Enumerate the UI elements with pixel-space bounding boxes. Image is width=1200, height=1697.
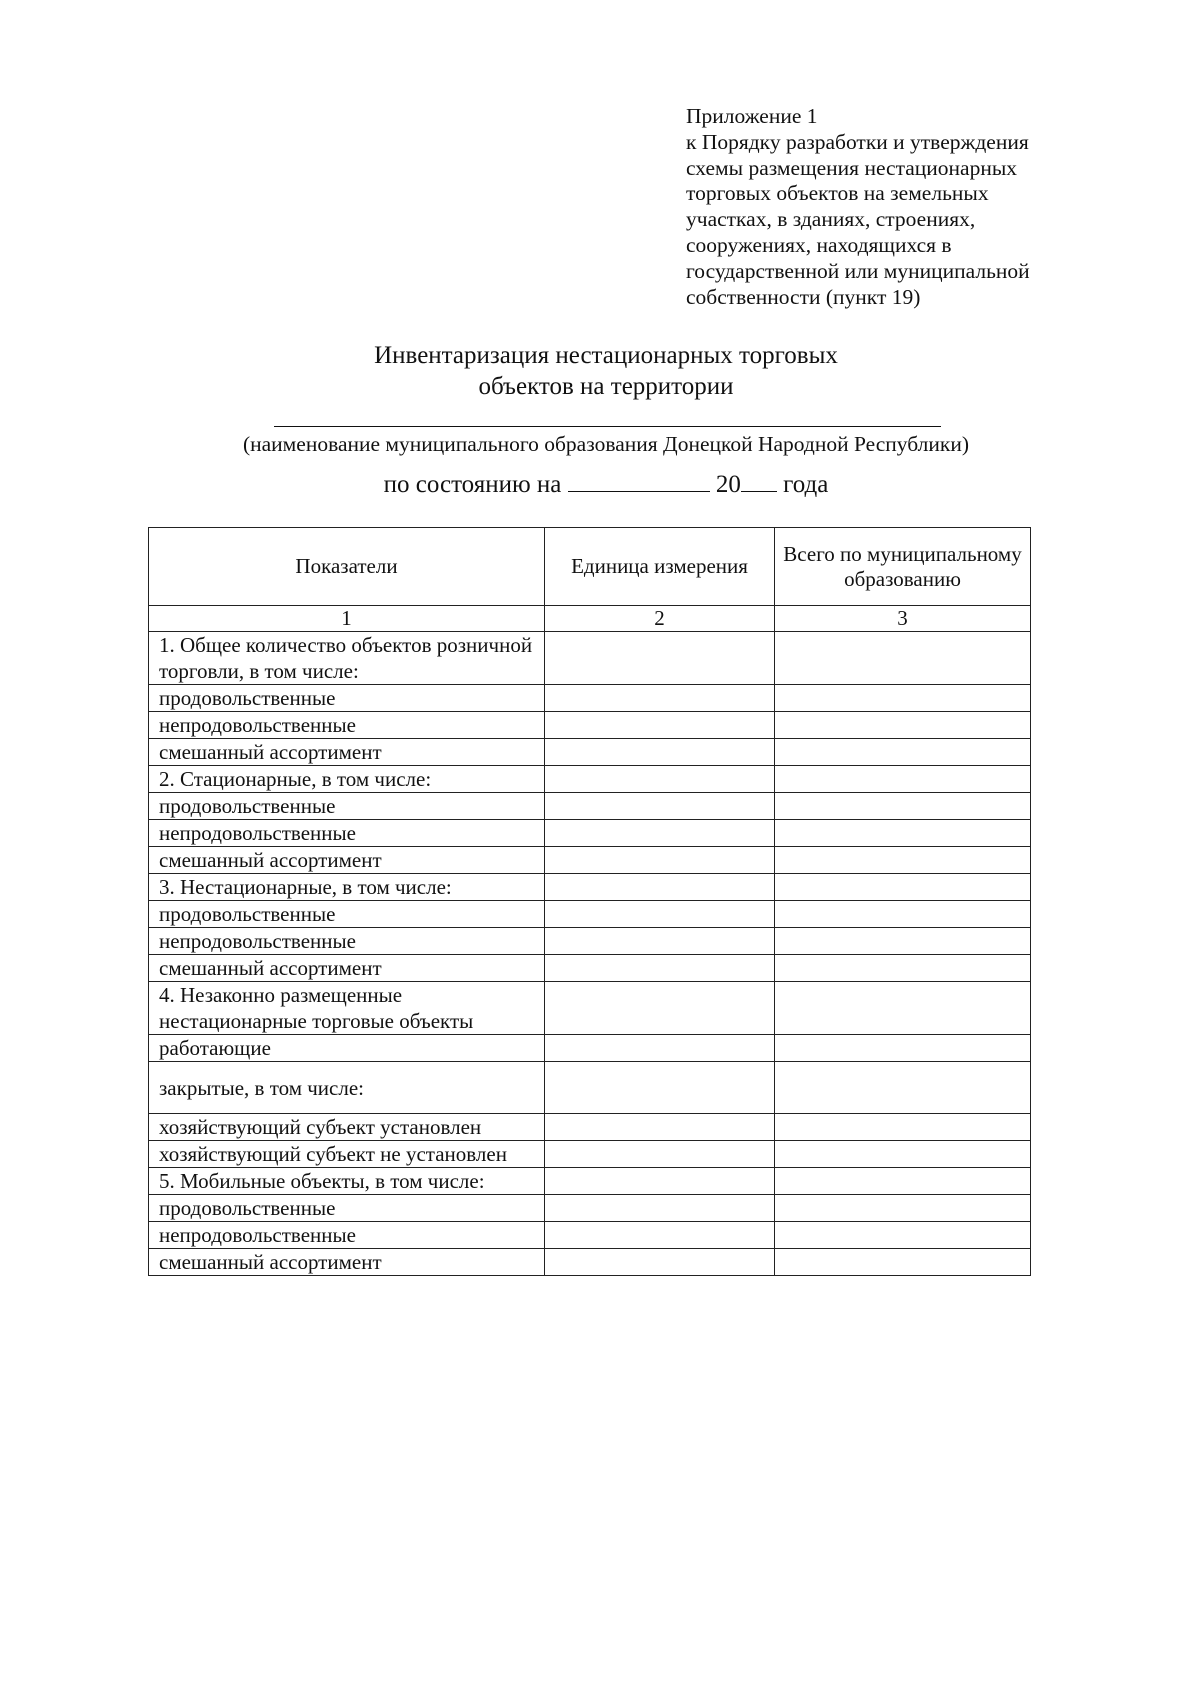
row-label: продовольственные (149, 1195, 545, 1222)
table-row (149, 1114, 1031, 1141)
total-cell[interactable] (775, 847, 1031, 874)
total-cell[interactable] (775, 874, 1031, 901)
total-cell[interactable] (775, 928, 1031, 955)
total-cell[interactable] (775, 1195, 1031, 1222)
total-cell[interactable] (775, 820, 1031, 847)
total-cell[interactable] (775, 1168, 1031, 1195)
unit-cell[interactable] (545, 1168, 775, 1195)
table-row (149, 1195, 1031, 1222)
table-row (149, 1062, 1031, 1114)
state-date-line (0, 469, 1200, 500)
total-cell[interactable] (775, 1222, 1031, 1249)
annex-line: к Порядку разработки и утверждения (686, 129, 1029, 154)
annex-line: схемы размещения нестационарных (686, 155, 1018, 180)
column-number: 1 (149, 606, 545, 632)
row-label: закрытые, в том числе: (149, 1062, 545, 1114)
row-label: хозяйствующий субъект установлен (149, 1114, 545, 1141)
total-cell[interactable] (775, 685, 1031, 712)
unit-cell[interactable] (545, 928, 775, 955)
column-number: 3 (775, 606, 1031, 632)
annex-line: сооружениях, находящихся в (686, 232, 952, 257)
header-unit: Единица измерения (545, 528, 775, 606)
column-number: 2 (545, 606, 775, 632)
total-cell[interactable] (775, 739, 1031, 766)
table-row (149, 632, 1031, 685)
column-number-row (149, 606, 1031, 632)
unit-cell[interactable] (545, 766, 775, 793)
row-label: непродовольственные (149, 928, 545, 955)
total-cell[interactable] (775, 1062, 1031, 1114)
table-row (149, 928, 1031, 955)
row-label: 4. Незаконно размещенные нестационарные торговые объекты (149, 982, 545, 1035)
row-label: смешанный ассортимент (149, 1249, 545, 1276)
table-row (149, 685, 1031, 712)
row-label: непродовольственные (149, 712, 545, 739)
table-row (149, 982, 1031, 1035)
blank-caption: (наименование муниципального образования Донецкой Народной Республики) (242, 432, 970, 456)
unit-cell[interactable] (545, 793, 775, 820)
table-row (149, 1168, 1031, 1195)
total-cell[interactable] (775, 982, 1031, 1035)
table-row (149, 1141, 1031, 1168)
unit-cell[interactable] (545, 982, 775, 1035)
title-line-1: Инвентаризация нестационарных торговых (374, 342, 838, 369)
total-cell[interactable] (775, 901, 1031, 928)
unit-cell[interactable] (545, 1195, 775, 1222)
table-row (149, 1222, 1031, 1249)
total-cell[interactable] (775, 766, 1031, 793)
unit-cell[interactable] (545, 847, 775, 874)
unit-cell[interactable] (545, 901, 775, 928)
document-title (0, 340, 1200, 402)
unit-cell[interactable] (545, 685, 775, 712)
unit-cell[interactable] (545, 632, 775, 685)
row-label: непродовольственные (149, 820, 545, 847)
table-row (149, 739, 1031, 766)
annex-line: Приложение 1 (686, 104, 818, 128)
unit-cell[interactable] (545, 955, 775, 982)
table-row (149, 1249, 1031, 1276)
row-label: 1. Общее количество объектов розничной торговли, в том числе: (149, 632, 545, 685)
unit-cell[interactable] (545, 874, 775, 901)
table-row (149, 955, 1031, 982)
annex-line: участках, в зданиях, строениях, (686, 207, 976, 232)
unit-cell[interactable] (545, 712, 775, 739)
header-indicators: Показатели (149, 528, 545, 606)
unit-cell[interactable] (545, 820, 775, 847)
row-label: 5. Мобильные объекты, в том числе: (149, 1168, 545, 1195)
state-prefix: по состоянию на (383, 471, 562, 498)
total-cell[interactable] (775, 1035, 1031, 1062)
table-row (149, 901, 1031, 928)
unit-cell[interactable] (545, 1249, 775, 1276)
unit-cell[interactable] (545, 1062, 775, 1114)
title-line-2: объектов на территории (478, 373, 734, 400)
table-row (149, 847, 1031, 874)
municipality-name-blank (274, 426, 941, 427)
annex-block (686, 104, 1106, 310)
table-row (149, 766, 1031, 793)
unit-cell[interactable] (545, 1141, 775, 1168)
unit-cell[interactable] (545, 739, 775, 766)
total-cell[interactable] (775, 632, 1031, 685)
unit-cell[interactable] (545, 1222, 775, 1249)
row-label: продовольственные (149, 685, 545, 712)
inventory-table (148, 527, 1031, 1276)
state-suffix: года (783, 471, 829, 498)
row-label: продовольственные (149, 901, 545, 928)
row-label: непродовольственные (149, 1222, 545, 1249)
row-label: хозяйствующий субъект не установлен (149, 1141, 545, 1168)
date-blank (568, 469, 710, 492)
row-label: работающие (149, 1035, 545, 1062)
row-label: смешанный ассортимент (149, 847, 545, 874)
year-blank (741, 469, 777, 492)
total-cell[interactable] (775, 1141, 1031, 1168)
total-cell[interactable] (775, 1249, 1031, 1276)
unit-cell[interactable] (545, 1035, 775, 1062)
table-row (149, 793, 1031, 820)
table-row (149, 1035, 1031, 1062)
unit-cell[interactable] (545, 1114, 775, 1141)
year-prefix: 20 (715, 471, 741, 498)
annex-line: торговых объектов на земельных (686, 181, 989, 206)
row-label: смешанный ассортимент (149, 739, 545, 766)
annex-line: собственности (пункт 19) (686, 284, 921, 309)
total-cell[interactable] (775, 793, 1031, 820)
row-label: 3. Нестационарные, в том числе: (149, 874, 545, 901)
total-cell[interactable] (775, 1114, 1031, 1141)
table-row (149, 712, 1031, 739)
table-row (149, 874, 1031, 901)
total-cell[interactable] (775, 955, 1031, 982)
header-total: Всего по муниципальному образованию (775, 528, 1031, 606)
row-label: 2. Стационарные, в том числе: (149, 766, 545, 793)
row-label: продовольственные (149, 793, 545, 820)
row-label: смешанный ассортимент (149, 955, 545, 982)
table-header-row (149, 528, 1031, 606)
total-cell[interactable] (775, 712, 1031, 739)
annex-line: государственной или муниципальной (686, 258, 1030, 283)
table-row (149, 820, 1031, 847)
